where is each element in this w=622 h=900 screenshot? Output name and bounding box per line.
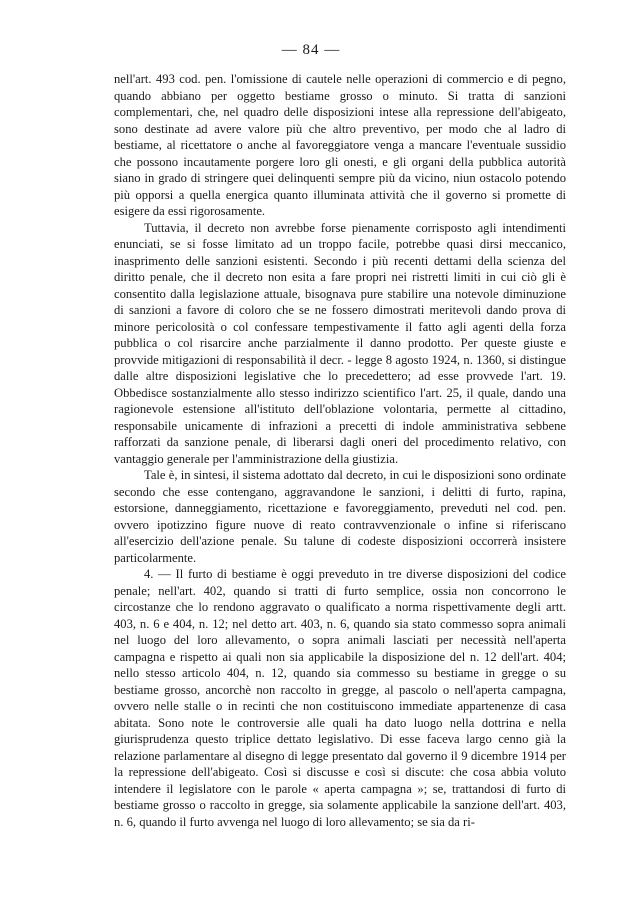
paragraph-tuttavia: Tuttavia, il decreto non avrebbe forse pienamente corrisposto agli intendimenti enunciati, se si fosse limitato ad un troppo facile, potrebbe quasi dirsi meccanico, inasprimento delle sanzioni esistenti. Secondo i più recenti dettami della scienza del diritto penale, che il decreto non esita a fare propri nei ristretti limiti in cui ciò gli è consentito dalla legislazione attuale, bisognava pure stabilire una notevole diminuzione di sanzioni a favore di coloro che se ne fossero dimostrati meritevoli dando prova di minore pericolosità o col confessare tempestivamente il fatto agli agenti della forza pubblica o col risarcire anche parzialmente il danno prodotto. Per queste giuste e provvide mitigazioni di responsabilità il decr. - legge 8 agosto 1924, n. 1360, si distingue dalle altre disposizioni legislative che lo precedettero; ad esse provvede l'art. 19. Obbedisce sostanzialmente allo stesso indirizzo scientifico l'art. 25, il quale, dando una ragionevole estensione all'istituto dell'oblazione volontaria, permette al cittadino, responsabile unicamente di infrazioni a precetti di indole amministrativa sebbene rafforzati da sanzione penale, di liberarsi dagli oneri del procedimento relativo, con vantaggio generale per l'amministrazione della giustizia. <box>114 220 566 466</box>
body-text <box>114 71 566 830</box>
page-number: — 84 — <box>281 42 341 58</box>
paragraph-section-4: 4. — Il furto di bestiame è oggi preveduto in tre diverse disposizioni del codice penale; nell'art. 402, quando si tratti di furto semplice, ossia non concorrono le circostanze che lo rendono aggravato o qualificato a norma rispettivamente degli artt. 403, n. 6 e 404, n. 12; nel detto art. 403, n. 6, quando sia stato commesso sopra animali nel luogo del loro allevamento, o sopra animali lasciati per necessità nell'aperta campagna e rispetto ai quali non sia applicabile la disposizione del n. 12 dell'art. 404; nello stesso articolo 404, n. 12, quando sia commesso su bestiame in gregge o su bestiame grosso, ancorchè non raccolto in gregge, al pascolo o nell'aperta campagna, ovvero nelle stalle o in recinti che non costituiscono immediate appartenenze di casa abitata. Sono note le controversie alle quali ha dato luogo nella dottrina e nella giurisprudenza questo triplice dettato legislativo. Di esse faceva largo cenno già la relazione parlamentare al disegno di legge presentato dal governo il 9 dicembre 1914 per la repressione dell'abigeato. Così si discusse e così si discute: che cosa abbia voluto intendere il legislatore con le parole « aperta campagna »; se, trattandosi di furto di bestiame grosso o raccolto in gregge, sia solamente applicabile la sanzione dell'art. 403, n. 6, quando il furto avvenga nel luogo di loro allevamento; se sia da ri- <box>114 567 566 829</box>
paragraph-continuation: nell'art. 493 cod. pen. l'omissione di cautele nelle operazioni di commercio e di pegno, quando abbiano per oggetto bestiame grosso o minuto. Si tratta di sanzioni complementari, che, nel quadro delle disposizioni intese alla repressione dell'abigeato, sono destinate ad avere valore più che altro preventivo, per modo che al ladro di bestiame, al ricettatore o anche al favoreggiatore venga a mancare l'eventuale sussidio che possono incautamente porgere loro gli onesti, e gli organi della pubblica autorità siano in grado di stringere quei delinquenti sempre più da vicino, niun ostacolo potendo più opporsi a quella energica quanto illuminata attività che il governo si promette di esigere da essi rigorosamente. <box>114 72 566 218</box>
paragraph-sintesi: Tale è, in sintesi, il sistema adottato dal decreto, in cui le disposizioni sono ordinate secondo che esse contengano, aggravandone le sanzioni, i delitti di furto, rapina, estorsione, danneggiamento, ricettazione e favoreggiamento, preveduti nel cod. pen. ovvero ipotizzino figure nuove di reato contravvenzionale o infine si riferiscano all'esercizio dell'azione penale. Su talune di codeste disposizioni occorrerà insistere particolarmente. <box>114 468 566 565</box>
